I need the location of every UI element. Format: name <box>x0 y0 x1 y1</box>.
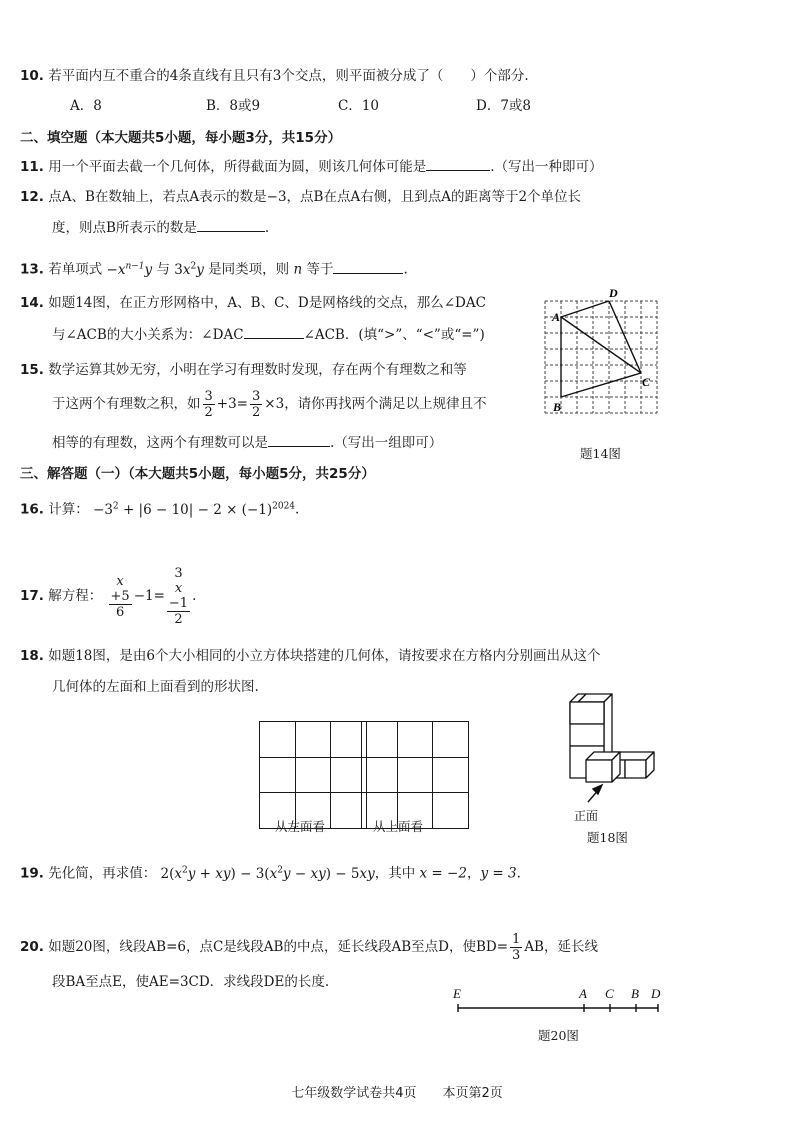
question-number: 12. <box>20 189 44 205</box>
figure-20-caption: 题20图 <box>538 1028 579 1043</box>
question-20 <box>20 930 598 964</box>
question-14 <box>20 293 486 313</box>
question-text-tail: . <box>403 261 408 278</box>
answer-blank[interactable] <box>333 259 403 274</box>
answer-blank[interactable] <box>197 217 265 232</box>
answer-blank[interactable] <box>426 156 490 171</box>
expression: $2(x^2y + xy) - 3(x^2y - xy) - 5xy$ <box>160 865 375 882</box>
option-d: D．7或8 <box>476 98 532 114</box>
question-text: 若平面内互不重合的4条直线有且只有3个交点，则平面被分成了（ ）个部分. <box>48 68 529 84</box>
point-label-d: D <box>651 986 661 1001</box>
question-20-line2: 段BA至点E，使AE=3CD．求线段DE的长度. <box>52 974 330 990</box>
front-arrow-icon <box>588 785 602 802</box>
question-text: 用一个平面去截一个几何体，所得截面为圆，则该几何体可能是 <box>48 159 427 175</box>
question-number: 17. <box>20 588 44 604</box>
question-number: 16. <box>20 501 44 518</box>
figure-20-segment <box>448 984 668 1024</box>
question-text: ，请你再找两个满足以上规律且不 <box>284 396 487 412</box>
question-number: 10. <box>20 68 44 84</box>
option-a: A．8 <box>70 98 102 114</box>
question-text: 如题14图，在正方形网格中，A、B、C、D是网格线的交点，那么∠DAC <box>48 295 486 311</box>
answer-blank[interactable] <box>268 432 330 447</box>
question-text: 先化简，再求值： <box>48 865 157 882</box>
question-number: 15. <box>20 362 44 378</box>
answer-blank[interactable] <box>244 324 304 339</box>
question-text: 度，则点B所表示的数是 <box>52 220 197 236</box>
top-view-label: 从上面看 <box>373 819 424 834</box>
question-text: 如题18图，是由6个大小相同的小立方体块搭建的几何体，请按要求在方格内分别画出从这个 <box>48 648 601 664</box>
question-19: 19. 先化简，再求值： $2(x^2y + xy) - 3(x^2y - xy) - 5xy$，其中 x = −2，y = 3. <box>20 865 521 882</box>
option-b: B．8或9 <box>206 98 261 114</box>
question-11 <box>20 156 603 177</box>
section-heading-solutions: 三、解答题（一）（本大题共5小题，每小题5分，共25分） <box>20 466 375 482</box>
question-15 <box>20 360 467 380</box>
page-footer: 七年级数学试卷共4页 本页第2页 <box>291 1086 503 1101</box>
question-text-tail: . <box>192 588 197 604</box>
question-text: 数学运算其妙无穷，小明在学习有理数时发现，存在两个有理数之和等 <box>48 362 467 378</box>
question-number: 14. <box>20 295 44 311</box>
question-number: 18. <box>20 648 44 664</box>
question-text: 与∠ACB的大小关系为：∠DAC <box>52 327 244 343</box>
point-label-b: B <box>553 400 562 414</box>
fraction-example: $\frac{3}{2}$ +3= $\frac{3}{2}$ ×3 <box>204 389 285 420</box>
section-heading-fill-in: 二、填空题（本大题共5小题，每小题3分，共15分） <box>20 130 342 146</box>
left-view-answer-grid[interactable] <box>259 721 367 829</box>
question-text: 与 <box>156 261 170 278</box>
question-15-line2 <box>52 388 487 420</box>
question-number: 13. <box>20 261 44 278</box>
question-text-tail: . <box>295 501 300 518</box>
monomial-2: $3x^2y$ <box>174 261 204 278</box>
question-14-line2 <box>52 324 485 345</box>
option-c: C．10 <box>338 98 380 114</box>
question-text-tail: .（写出一组即可） <box>330 435 443 451</box>
variable-n: n <box>293 261 303 278</box>
question-text: 等于 <box>306 261 334 278</box>
question-text-tail: . <box>264 220 270 236</box>
figure-14-caption: 题14图 <box>580 446 621 461</box>
point-label-d: D <box>609 286 618 300</box>
point-label-b: B <box>631 986 639 1001</box>
question-12-line2 <box>52 217 269 238</box>
x-value: x = −2 <box>419 865 467 882</box>
question-16 <box>20 496 299 520</box>
question-text-tail: . <box>516 865 521 882</box>
question-15-line3 <box>52 432 442 453</box>
question-text: 点A、B在数轴上，若点A表示的数是−3，点B在点A右侧，且到点A的距离等于2个单位长 <box>48 189 582 205</box>
fraction-one-third: $\frac{1}{3}$ <box>512 932 521 963</box>
question-number: 11. <box>20 159 44 175</box>
point-label-e: E <box>453 986 461 1001</box>
question-text: 相等的有理数，这两个有理数可以是 <box>52 435 268 451</box>
question-text: ，其中 <box>374 865 416 882</box>
question-text-tail: ∠ACB．(填“>”、“<”或“=”) <box>303 327 485 343</box>
question-number: 20. <box>20 939 44 955</box>
question-18 <box>20 646 601 666</box>
question-text-tail: .（写出一种即可） <box>490 159 603 175</box>
question-text: 解方程： <box>48 588 103 604</box>
question-17 <box>20 566 196 627</box>
point-label-c: C <box>605 986 614 1001</box>
left-view-label: 从左面看 <box>275 819 326 834</box>
point-label-c: C <box>642 375 651 389</box>
question-number: 19. <box>20 865 44 882</box>
expression: $-3^2 + |6 - 10| - 2 \times (-1)^{2024}$ <box>93 501 296 518</box>
question-12 <box>20 187 581 207</box>
question-text: AB，延长线 <box>524 939 598 955</box>
top-view-answer-grid[interactable] <box>361 721 469 829</box>
question-text: 计算： <box>48 501 89 518</box>
figure-18-cubes <box>560 688 660 828</box>
figure-14-grid <box>535 285 665 425</box>
figure-18-caption: 题18图 <box>587 830 628 845</box>
equation: x +5 6 −1= 3 x −1 2 <box>110 566 189 627</box>
question-13 <box>20 256 408 280</box>
question-text: 于这两个有理数之积，如 <box>52 396 201 412</box>
question-text: 如题20图，线段AB=6，点C是线段AB的中点，延长线段AB至点D，使BD= <box>48 939 509 955</box>
question-text: 若单项式 <box>48 261 103 278</box>
question-18-line2: 几何体的左面和上面看到的形状图. <box>52 679 259 695</box>
y-value: y = 3 <box>480 865 517 882</box>
question-text: 是同类项，则 <box>208 261 290 278</box>
front-label: 正面 <box>574 809 599 823</box>
monomial-1: $-x^{n-1}y$ <box>106 261 153 278</box>
question-10 <box>20 66 529 86</box>
point-label-a: A <box>552 310 561 324</box>
point-label-a: A <box>579 986 587 1001</box>
